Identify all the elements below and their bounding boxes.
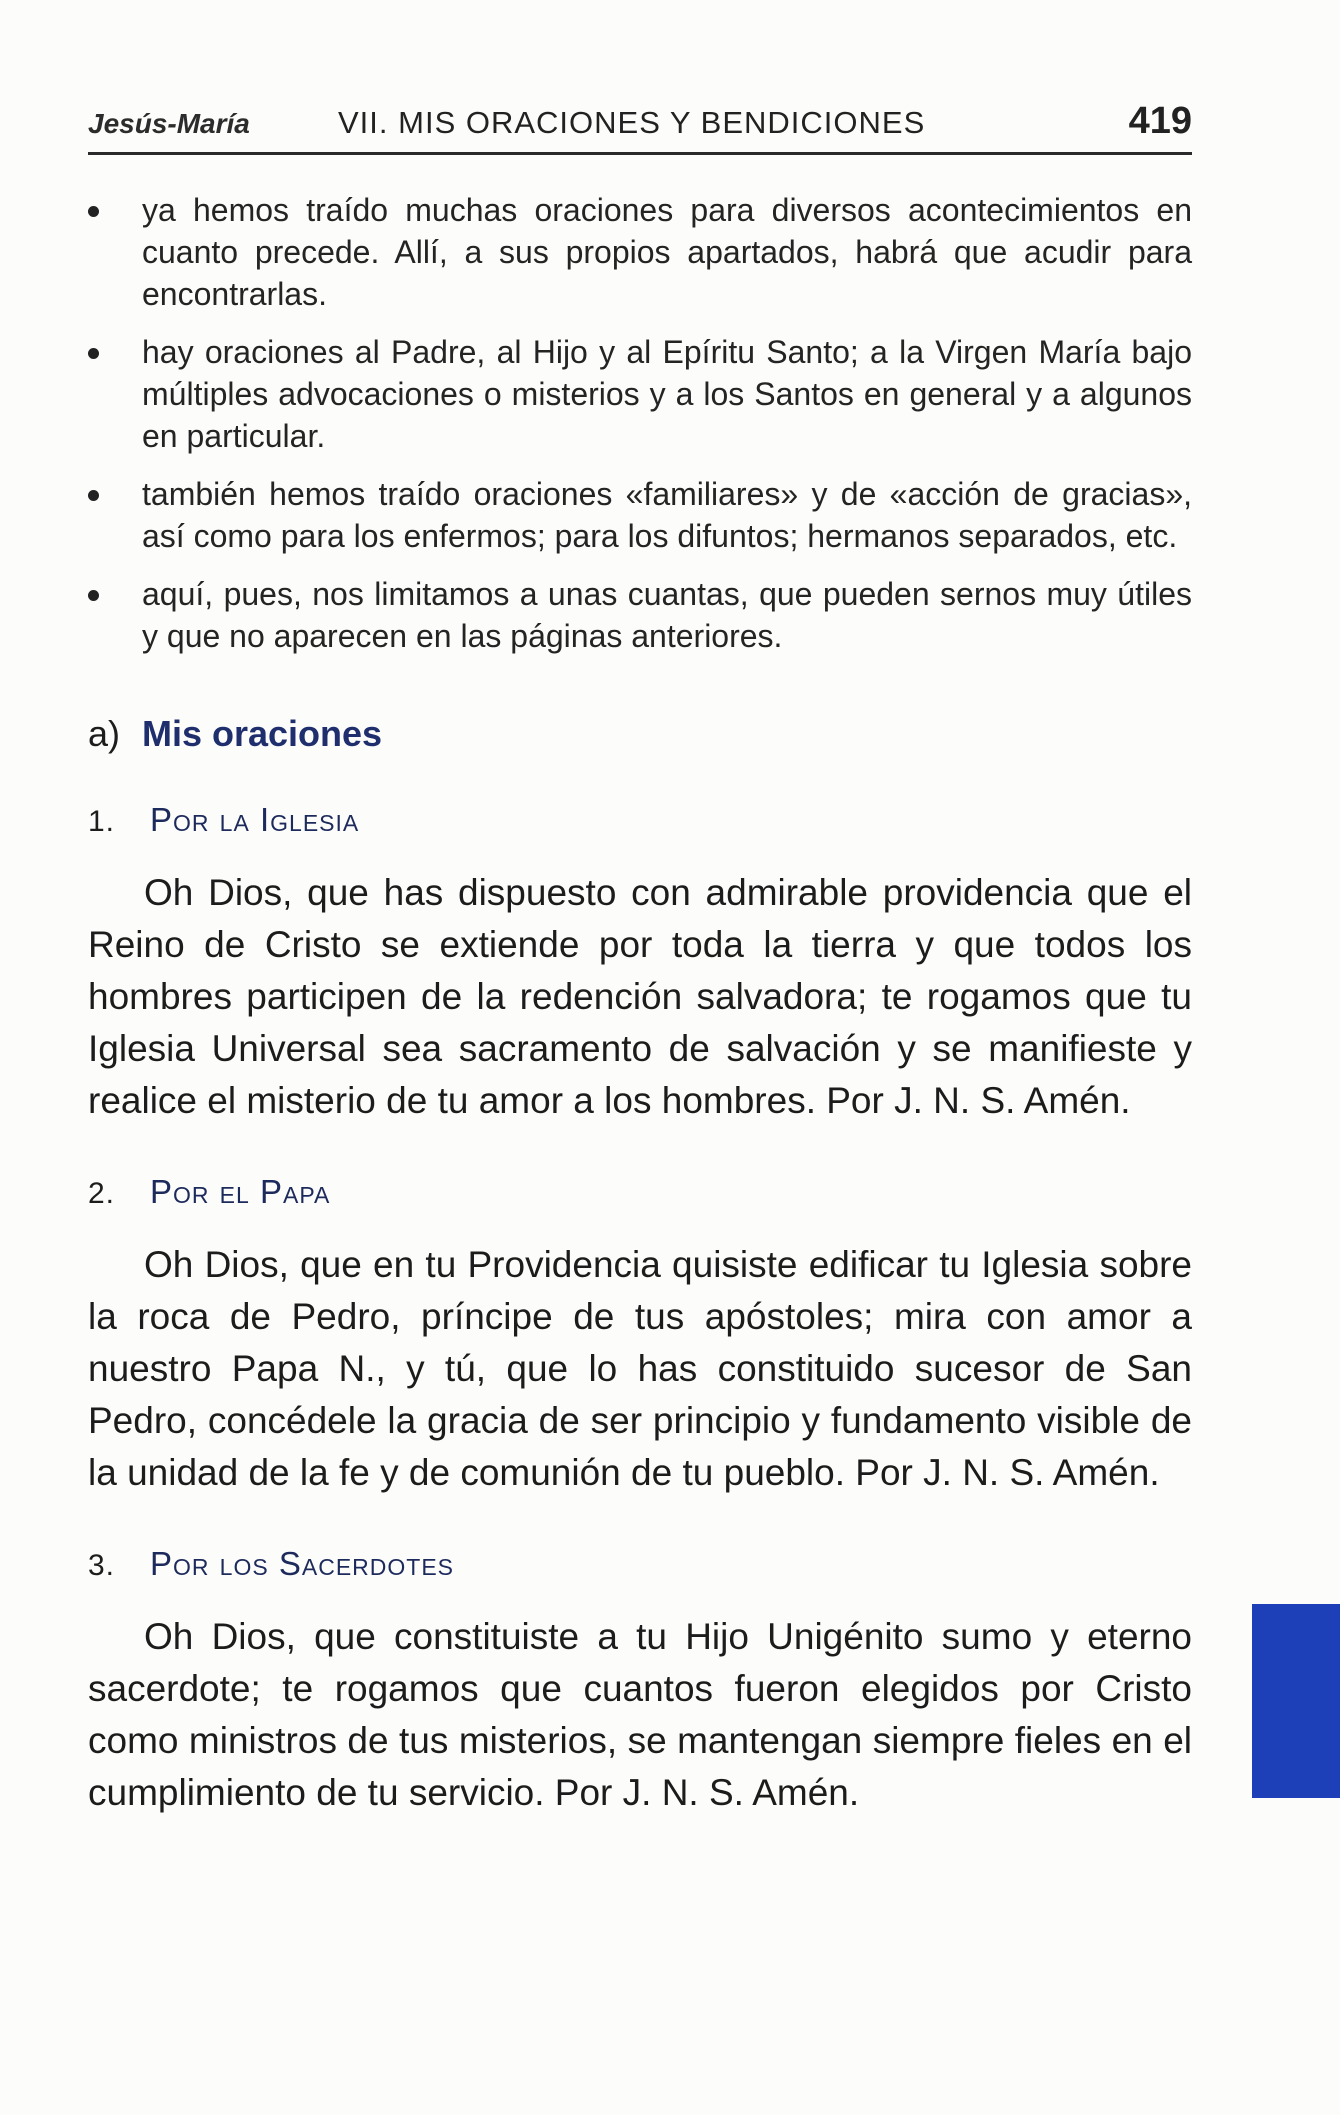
prayer-3	[88, 1545, 1192, 1819]
prayer-number: 1.	[88, 805, 116, 838]
prayer-1	[88, 801, 1192, 1127]
header-chapter-title: VII. MIS ORACIONES Y BENDICIONES	[338, 105, 926, 140]
page-number: 419	[1128, 100, 1192, 142]
section-heading	[88, 713, 1192, 755]
prayer-heading	[88, 801, 1192, 839]
bullet-icon	[88, 348, 99, 359]
edge-thumb-tab	[1252, 1604, 1340, 1798]
prayer-number: 2.	[88, 1177, 116, 1210]
section-letter: a)	[88, 713, 121, 754]
bullet-text: ya hemos traído muchas oraciones para diversos acontecimientos en cuanto precede. Allí, a sus propios apartados, habrá que acudir para encontrarlas.	[142, 192, 1192, 312]
list-item	[88, 473, 1192, 557]
list-item	[88, 189, 1192, 315]
bullet-text: aquí, pues, nos limitamos a unas cuantas, que pueden sernos muy útiles y que no aparecen en las páginas anteriores.	[142, 576, 1192, 654]
intro-bullet-list	[88, 189, 1192, 657]
prayer-text: Oh Dios, que en tu Providencia quisiste edificar tu Iglesia sobre la roca de Pedro, príncipe de tus apóstoles; mira con amor a nuestro Papa N., y tú, que lo has constituido sucesor de San Pedro, concédele la gracia de ser principio y fundamento visible de la unidad de la fe y de comunión de tu pueblo. Por J. N. S. Amén.	[88, 1244, 1192, 1493]
prayer-text: Oh Dios, que constituiste a tu Hijo Unigénito sumo y eterno sacerdote; te rogamos que cuantos fueron elegidos por Cristo como ministros de tus misterios, se mantengan siempre fieles en el cumplimiento de tu servicio. Por J. N. S. Amén.	[88, 1616, 1192, 1813]
running-header	[88, 100, 1192, 155]
prayer-heading	[88, 1545, 1192, 1583]
list-item	[88, 573, 1192, 657]
prayer-title: Por el Papa	[150, 1173, 331, 1210]
prayer-text: Oh Dios, que has dispuesto con admirable providencia que el Reino de Cristo se extiende por toda la tierra y que todos los hombres participen de la redención salvadora; te rogamos que tu Iglesia Universal sea sacramento de salvación y se manifieste y realice el misterio de tu amor a los hombres. Por J. N. S. Amén.	[88, 872, 1192, 1121]
prayer-heading	[88, 1173, 1192, 1211]
prayer-2	[88, 1173, 1192, 1499]
bullet-text: hay oraciones al Padre, al Hijo y al Epíritu Santo; a la Virgen María bajo múltiples advocaciones o misterios y a los Santos en general y a algunos en particular.	[142, 334, 1192, 454]
prayer-title: Por los Sacerdotes	[150, 1545, 455, 1582]
prayer-number: 3.	[88, 1549, 116, 1582]
bullet-text: también hemos traído oraciones «familiares» y de «acción de gracias», así como para los enfermos; para los difuntos; hermanos separados, etc.	[142, 476, 1192, 554]
bullet-icon	[88, 490, 99, 501]
section-title: Mis oraciones	[142, 713, 383, 754]
list-item	[88, 331, 1192, 457]
prayer-title: Por la Iglesia	[150, 801, 360, 838]
bullet-icon	[88, 590, 99, 601]
book-page	[88, 100, 1192, 1856]
header-left: Jesús-María	[88, 108, 250, 139]
bullet-icon	[88, 206, 99, 217]
